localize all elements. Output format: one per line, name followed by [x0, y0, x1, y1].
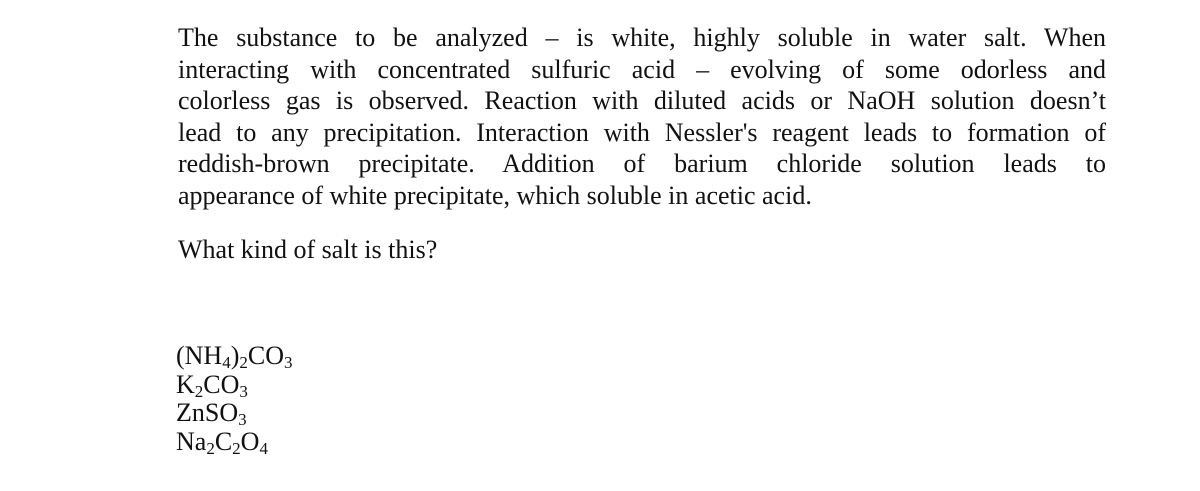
- answer-options: [176, 342, 293, 456]
- subscript: 3: [284, 353, 293, 372]
- question-text: [178, 22, 1106, 211]
- subscript: 3: [238, 410, 247, 429]
- answer-option: $K_2CO_3$: [176, 369, 248, 401]
- subscript: 2: [194, 381, 204, 401]
- subscript: 3: [239, 381, 248, 401]
- subscript: 4: [222, 353, 231, 372]
- question-line: The substance to be analyzed – is white, highly soluble in water salt. When: [178, 23, 1106, 52]
- question-line: lead to any precipitation. Interaction with Nessler's reagent leads to formation of: [178, 117, 1106, 147]
- question-line: reddish-brown precipitate. Addition of barium chloride solution leads to: [178, 149, 1106, 178]
- subscript: 4: [259, 438, 268, 458]
- subscript: 2: [206, 438, 215, 458]
- answer-option: $(NH_4)_2CO_3$: [176, 341, 293, 372]
- answer-option: $Na_2C_2O_4$: [176, 426, 268, 458]
- subscript: 2: [232, 438, 241, 458]
- subscript: 2: [239, 353, 248, 372]
- question-line: interacting with concentrated sulfuric acid – evolving of some odorless and: [178, 54, 1106, 84]
- question-line: colorless gas is observed. Reaction with diluted acids or NaOH solution doesn’t: [178, 86, 1106, 115]
- question-prompt: What kind of salt is this?: [178, 235, 438, 264]
- question-line: appearance of white precipitate, which soluble in acetic acid.: [178, 180, 812, 210]
- answer-option: ZnSO$_3$: [176, 398, 247, 429]
